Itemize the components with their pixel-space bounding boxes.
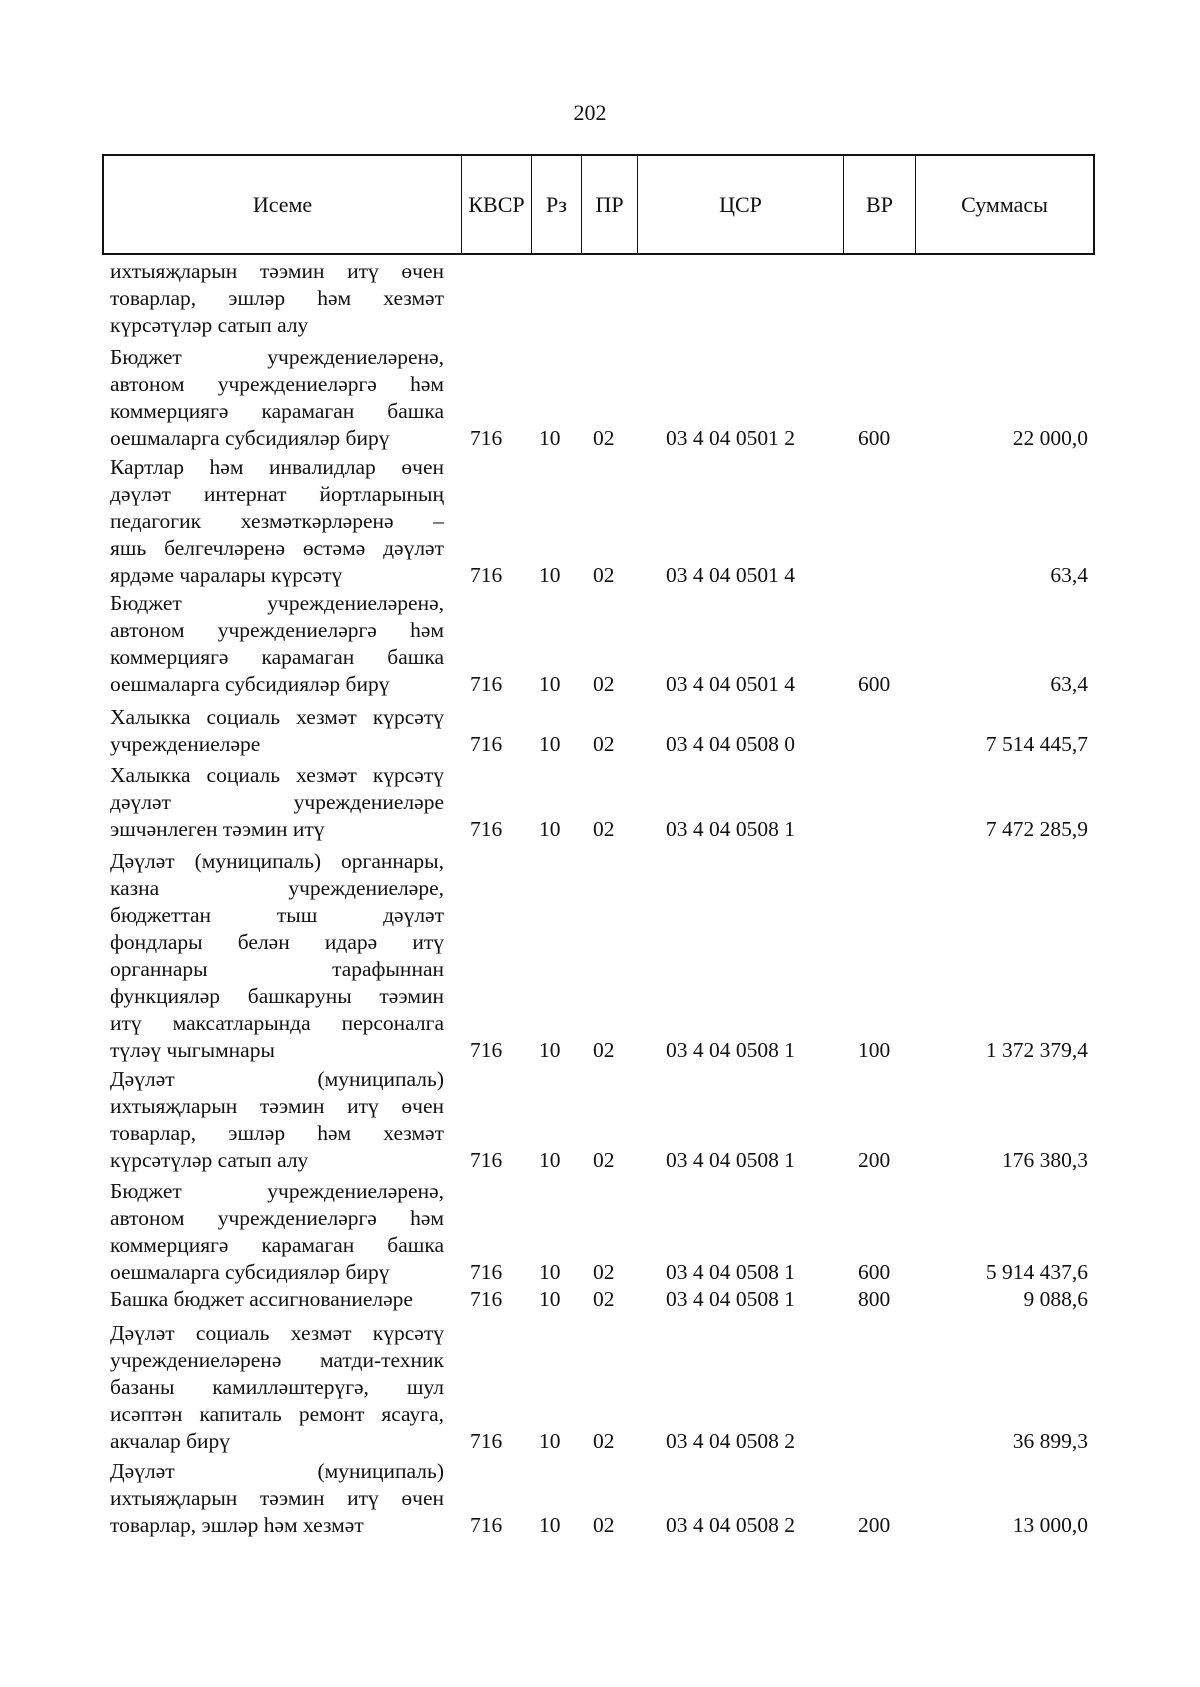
- cell-csr: 03 4 04 0501 4: [666, 672, 795, 696]
- row-name: [110, 1178, 444, 1286]
- row-name-line: товарлар, эшләр һәм хезмәт: [110, 1121, 444, 1145]
- cell-vr: 800: [858, 1287, 891, 1311]
- table-row: [0, 590, 1200, 698]
- cell-pr: 02: [593, 563, 615, 587]
- table-row: [0, 344, 1200, 452]
- row-name: [110, 1320, 444, 1455]
- cell-vr: 600: [858, 1260, 891, 1284]
- row-name-line: учреждениеләренә матди-техник: [110, 1348, 444, 1372]
- cell-rz: 10: [539, 1260, 561, 1284]
- row-name-line: товарлар, эшләр һәм хезмәт: [110, 1513, 364, 1537]
- column-header-name: Исеме: [104, 156, 462, 253]
- row-name: [110, 1286, 444, 1313]
- row-name-line: исәптән капиталь ремонт ясауга,: [110, 1402, 444, 1426]
- cell-pr: 02: [593, 817, 615, 841]
- cell-sum: 9 088,6: [1023, 1287, 1088, 1311]
- cell-pr: 02: [593, 1513, 615, 1537]
- cell-csr: 03 4 04 0508 1: [666, 817, 795, 841]
- cell-kvsr: 716: [470, 732, 503, 756]
- table-row: [0, 454, 1200, 589]
- table-header: [102, 154, 1095, 255]
- column-header-pr: ПР: [582, 156, 638, 253]
- cell-pr: 02: [593, 1148, 615, 1172]
- row-name-line: Башка бюджет ассигнованиеләре: [110, 1287, 413, 1311]
- cell-pr: 02: [593, 1429, 615, 1453]
- row-name-line: автоном учреждениеләргә һәм: [110, 618, 444, 642]
- cell-rz: 10: [539, 426, 561, 450]
- row-name: [110, 1458, 444, 1539]
- table-row: [0, 1178, 1200, 1286]
- cell-sum: 5 914 437,6: [985, 1260, 1088, 1284]
- row-name-line: түләү чыгымнары: [110, 1038, 275, 1062]
- cell-sum: 7 472 285,9: [985, 817, 1088, 841]
- row-name-line: дәүләт интернат йортларының: [110, 482, 444, 506]
- row-name-line: оешмаларга субсидияләр бирү: [110, 672, 390, 696]
- cell-rz: 10: [539, 732, 561, 756]
- row-name-line: Бюджет учреждениеләренә,: [110, 345, 444, 369]
- row-name-line: товарлар, эшләр һәм хезмәт: [110, 286, 444, 310]
- cell-pr: 02: [593, 1038, 615, 1062]
- row-name-line: оешмаларга субсидияләр бирү: [110, 1260, 390, 1284]
- column-header-csr: ЦСР: [638, 156, 844, 253]
- row-name-line: акчалар бирү: [110, 1429, 231, 1453]
- row-name-line: Бюджет учреждениеләренә,: [110, 591, 444, 615]
- table-row: [0, 762, 1200, 843]
- row-name-line: күрсәтүләр сатып алу: [110, 313, 309, 337]
- row-name-line: оешмаларга субсидияләр бирү: [110, 426, 390, 450]
- row-name-line: бюджеттан тыш дәүләт: [110, 903, 444, 927]
- column-header-sum: Суммасы: [961, 191, 1048, 217]
- cell-sum: 13 000,0: [1012, 1513, 1088, 1537]
- cell-csr: 03 4 04 0508 1: [666, 1038, 795, 1062]
- cell-sum: 36 899,3: [1012, 1429, 1088, 1453]
- cell-kvsr: 716: [470, 1148, 503, 1172]
- cell-sum: 176 380,3: [1002, 1148, 1088, 1172]
- cell-sum: 63,4: [1050, 563, 1088, 587]
- cell-kvsr: 716: [470, 672, 503, 696]
- cell-sum: 1 372 379,4: [985, 1038, 1088, 1062]
- cell-vr: 600: [858, 426, 891, 450]
- cell-sum: 22 000,0: [1012, 426, 1088, 450]
- cell-sum: 63,4: [1050, 672, 1088, 696]
- cell-sum: 7 514 445,7: [985, 732, 1088, 756]
- column-header-kvsr: КВСР: [462, 156, 532, 253]
- row-name-line: Бюджет учреждениеләренә,: [110, 1179, 444, 1203]
- row-name-line: Дәүләт социаль хезмәт күрсәтү: [110, 1321, 444, 1345]
- cell-rz: 10: [539, 1513, 561, 1537]
- cell-vr: 600: [858, 672, 891, 696]
- cell-kvsr: 716: [470, 1038, 503, 1062]
- row-name-line: коммерциягә карамаган башка: [110, 1233, 444, 1257]
- row-name: [110, 762, 444, 843]
- cell-kvsr: 716: [470, 563, 503, 587]
- cell-csr: 03 4 04 0501 4: [666, 563, 795, 587]
- row-name-line: коммерциягә карамаган башка: [110, 399, 444, 423]
- row-name-line: ихтыяҗларын тәэмин итү өчен: [110, 259, 444, 283]
- row-name: [110, 704, 444, 758]
- cell-rz: 10: [539, 1429, 561, 1453]
- cell-rz: 10: [539, 1287, 561, 1311]
- row-name: [110, 344, 444, 452]
- column-header-rz: Рз: [532, 156, 582, 253]
- row-name-line: автоном учреждениеләргә һәм: [110, 1206, 444, 1230]
- row-name-line: Дәүләт (муниципаль) органнары,: [110, 849, 444, 873]
- cell-pr: 02: [593, 672, 615, 696]
- row-name-line: функцияләр башкаруны тәэмин: [110, 984, 444, 1008]
- row-name-line: яшь белгечләренә өстәмә дәүләт: [110, 536, 444, 560]
- cell-vr: 100: [858, 1038, 891, 1062]
- row-name-line: дәүләт учреждениеләре: [110, 790, 444, 814]
- row-name-line: Дәүләт (муниципаль): [110, 1459, 444, 1483]
- cell-pr: 02: [593, 1287, 615, 1311]
- row-name-line: күрсәтүләр сатып алу: [110, 1148, 309, 1172]
- row-name-line: органнары тарафыннан: [110, 957, 444, 981]
- table-row: [0, 258, 1200, 339]
- table-row: [0, 1320, 1200, 1455]
- row-name-line: педагогик хезмәткәрләренә –: [110, 509, 444, 533]
- cell-rz: 10: [539, 672, 561, 696]
- cell-rz: 10: [539, 1148, 561, 1172]
- cell-csr: 03 4 04 0508 0: [666, 732, 795, 756]
- row-name-line: казна учреждениеләре,: [110, 876, 444, 900]
- table-row: [0, 1286, 1200, 1313]
- cell-kvsr: 716: [470, 1513, 503, 1537]
- row-name: [110, 454, 444, 589]
- cell-vr: 200: [858, 1513, 891, 1537]
- cell-rz: 10: [539, 563, 561, 587]
- table-row: [0, 704, 1200, 758]
- row-name-line: Халыкка социаль хезмәт күрсәтү: [110, 705, 444, 729]
- cell-kvsr: 716: [470, 1260, 503, 1284]
- row-name-line: учреждениеләре: [110, 732, 261, 756]
- row-name-line: коммерциягә карамаган башка: [110, 645, 444, 669]
- row-name-line: Дәүләт (муниципаль): [110, 1067, 444, 1091]
- row-name: [110, 848, 444, 1064]
- cell-rz: 10: [539, 1038, 561, 1062]
- row-name: [110, 1066, 444, 1174]
- column-header-vr: ВР: [844, 156, 916, 253]
- cell-pr: 02: [593, 426, 615, 450]
- row-name-line: фондлары белән идарә итү: [110, 930, 444, 954]
- row-name-line: итү максатларында персоналга: [110, 1011, 444, 1035]
- table-row: [0, 848, 1200, 1064]
- cell-csr: 03 4 04 0501 2: [666, 426, 795, 450]
- cell-csr: 03 4 04 0508 1: [666, 1260, 795, 1284]
- cell-pr: 02: [593, 1260, 615, 1284]
- cell-kvsr: 716: [470, 1429, 503, 1453]
- cell-kvsr: 716: [470, 426, 503, 450]
- cell-pr: 02: [593, 732, 615, 756]
- cell-vr: 200: [858, 1148, 891, 1172]
- row-name-line: Картлар һәм инвалидлар өчен: [110, 455, 444, 479]
- row-name: [110, 590, 444, 698]
- row-name: [110, 258, 444, 339]
- row-name-line: эшчәнлеген тәэмин итү: [110, 817, 325, 841]
- row-name-line: автоном учреждениеләргә һәм: [110, 372, 444, 396]
- cell-csr: 03 4 04 0508 2: [666, 1429, 795, 1453]
- row-name-line: ихтыяҗларын тәэмин итү өчен: [110, 1094, 444, 1118]
- cell-csr: 03 4 04 0508 1: [666, 1148, 795, 1172]
- row-name-line: ихтыяҗларын тәэмин итү өчен: [110, 1486, 444, 1510]
- cell-csr: 03 4 04 0508 2: [666, 1513, 795, 1537]
- row-name-line: базаны камилләштерүгә, шул: [110, 1375, 444, 1399]
- cell-kvsr: 716: [470, 817, 503, 841]
- cell-kvsr: 716: [470, 1287, 503, 1311]
- row-name-line: Халыкка социаль хезмәт күрсәтү: [110, 763, 444, 787]
- row-name-line: ярдәме чаралары күрсәтү: [110, 563, 343, 587]
- table-row: [0, 1458, 1200, 1539]
- cell-csr: 03 4 04 0508 1: [666, 1287, 795, 1311]
- table-row: [0, 1066, 1200, 1174]
- page-number: 202: [573, 100, 607, 125]
- cell-rz: 10: [539, 817, 561, 841]
